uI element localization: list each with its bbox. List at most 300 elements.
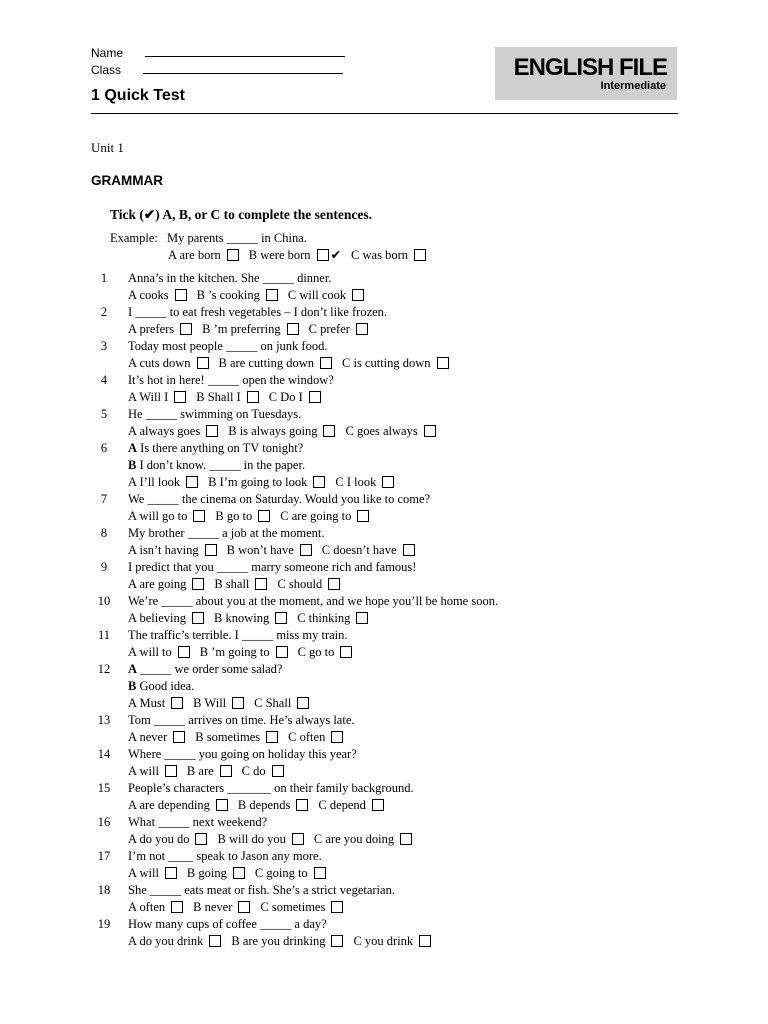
option-text: should: [288, 577, 323, 591]
question-number: 2: [100, 305, 108, 319]
option-letter: C: [280, 509, 289, 523]
option-letter: A: [128, 424, 137, 438]
question-sentence: My brother _____ a job at the moment.: [128, 526, 325, 540]
answer-option: [228, 423, 335, 440]
answer-checkbox[interactable]: [356, 323, 368, 335]
option-letter: C: [288, 730, 297, 744]
answer-checkbox[interactable]: [173, 731, 185, 743]
answer-option: [128, 321, 192, 338]
name-line[interactable]: [145, 45, 345, 57]
question-number: 15: [97, 781, 111, 795]
question-sentence: Today most people _____ on junk food.: [128, 339, 328, 353]
answer-checkbox[interactable]: [317, 249, 329, 261]
option-text: will cook: [299, 288, 347, 302]
option-letter: B: [226, 543, 235, 557]
answer-option: [342, 355, 449, 372]
answer-option: [128, 355, 209, 372]
answer-option: [197, 287, 278, 304]
answer-checkbox[interactable]: [331, 731, 343, 743]
question-sentence: The traffic’s terrible. I _____ miss my train.: [128, 628, 348, 642]
answer-checkbox[interactable]: [313, 476, 325, 488]
answer-option: [297, 610, 368, 627]
question-sentence: What _____ next weekend?: [128, 815, 268, 829]
option-letter: C: [351, 248, 360, 262]
option-letter: B: [248, 248, 258, 262]
answer-option: [277, 576, 340, 593]
answer-checkbox[interactable]: [272, 765, 284, 777]
answer-checkbox[interactable]: [400, 833, 412, 845]
option-letter: B: [231, 934, 240, 948]
option-letter: A: [128, 356, 137, 370]
logo-main-text: ENGLISH FILE: [513, 54, 667, 81]
option-letter: C: [241, 764, 250, 778]
option-text: Shall I: [207, 390, 241, 404]
options-group: [128, 474, 404, 491]
answer-checkbox[interactable]: [314, 867, 326, 879]
answer-checkbox[interactable]: [171, 697, 183, 709]
option-letter: C: [308, 322, 317, 336]
option-letter: A: [128, 288, 137, 302]
answer-option: [128, 729, 185, 746]
option-letter: B: [214, 577, 223, 591]
option-text: sometimes: [206, 730, 261, 744]
option-letter: B: [217, 832, 226, 846]
options-group: [128, 542, 425, 559]
option-letter: A: [128, 934, 137, 948]
answer-option: [322, 542, 415, 559]
answer-option: [238, 797, 308, 814]
question-sentence: People’s characters _______ on their family background.: [128, 781, 414, 795]
option-letter: C: [313, 832, 323, 846]
option-letter: C: [318, 798, 327, 812]
option-letter: B: [196, 288, 205, 302]
question-text: [128, 593, 498, 610]
answer-option: [128, 831, 207, 848]
options-group: [128, 287, 374, 304]
answer-option: [128, 474, 198, 491]
answer-option: [128, 695, 183, 712]
option-text: are cutting down: [229, 356, 314, 370]
answer-checkbox[interactable]: [180, 323, 192, 335]
answer-checkbox[interactable]: [205, 544, 217, 556]
question-text: [128, 661, 282, 678]
answer-checkbox[interactable]: [247, 391, 259, 403]
question-text: [128, 372, 334, 389]
answer-option: [128, 423, 218, 440]
question-number: 1: [100, 271, 108, 285]
answer-checkbox[interactable]: [255, 578, 267, 590]
question-text: [128, 440, 303, 457]
answer-checkbox[interactable]: [165, 765, 177, 777]
answer-option: [345, 423, 435, 440]
answer-option: [168, 247, 239, 264]
question-text: [128, 678, 194, 695]
answer-checkbox[interactable]: [266, 289, 278, 301]
answer-checkbox[interactable]: [216, 799, 228, 811]
answer-checkbox[interactable]: [195, 833, 207, 845]
option-text: are born: [179, 248, 221, 262]
answer-checkbox[interactable]: [382, 476, 394, 488]
option-letter: B: [193, 696, 202, 710]
name-field[interactable]: [91, 45, 345, 60]
answer-checkbox[interactable]: [331, 935, 343, 947]
options-group: [128, 423, 446, 440]
answer-option: [231, 933, 343, 950]
answer-checkbox[interactable]: [165, 867, 177, 879]
option-text: isn’t having: [139, 543, 199, 557]
option-letter: C: [297, 611, 306, 625]
option-text: ’m preferring: [213, 322, 281, 336]
answer-checkbox[interactable]: [192, 578, 204, 590]
option-letter: A: [128, 645, 137, 659]
logo-sub-text: Intermediate: [600, 80, 666, 92]
question-sentence: Tom _____ arrives on time. He’s always late.: [128, 713, 355, 727]
option-text: are you drinking: [242, 934, 326, 948]
question-sentence: Is there anything on TV tonight?: [140, 441, 304, 455]
option-letter: C: [321, 543, 331, 557]
answer-checkbox[interactable]: [292, 833, 304, 845]
answer-checkbox[interactable]: [320, 357, 332, 369]
question-sentence: She _____ eats meat or fish. She’s a strict vegetarian.: [128, 883, 395, 897]
options-group: [128, 576, 350, 593]
question-text: [128, 882, 395, 899]
question-text: [128, 270, 331, 287]
question-text: [128, 559, 416, 576]
option-letter: B: [193, 900, 202, 914]
answer-option: [255, 865, 326, 882]
answer-checkbox[interactable]: [424, 425, 436, 437]
option-text: shall: [225, 577, 250, 591]
answer-option: [128, 508, 205, 525]
answer-option: [128, 610, 204, 627]
answer-option: [202, 321, 298, 338]
question-sentence: I predict that you _____ marry someone rich and famous!: [128, 560, 417, 574]
option-text: ’m going to: [211, 645, 270, 659]
page-title: 1 Quick Test: [91, 87, 185, 104]
speaker-label: A: [128, 662, 138, 676]
option-letter: C: [287, 288, 297, 302]
check-mark-icon: ✔: [330, 248, 342, 262]
option-text: are going to: [291, 509, 352, 523]
answer-option: [215, 508, 270, 525]
question-number: 6: [100, 441, 108, 455]
answer-checkbox[interactable]: [403, 544, 415, 556]
option-letter: A: [128, 798, 137, 812]
option-text: I’m going to look: [219, 475, 308, 489]
answer-option: [128, 644, 190, 661]
option-text: Shall: [265, 696, 292, 710]
options-group: [128, 389, 331, 406]
option-text: Will: [204, 696, 227, 710]
option-text: will: [139, 764, 159, 778]
answer-option: [288, 287, 364, 304]
option-text: believing: [139, 611, 186, 625]
question-text: [128, 457, 305, 474]
answer-checkbox[interactable]: [414, 249, 426, 261]
question-sentence: Good idea.: [139, 679, 195, 693]
instruction-text: Tick (✔) A, B, or C to complete the sentences.: [110, 207, 373, 222]
option-text: prefer: [320, 322, 350, 336]
option-text: is always going: [239, 424, 318, 438]
option-text: sometimes: [271, 900, 326, 914]
question-number: 13: [97, 713, 111, 727]
name-label: Name: [91, 46, 124, 60]
answer-checkbox[interactable]: [206, 425, 218, 437]
option-text: are: [198, 764, 214, 778]
option-text: always goes: [139, 424, 201, 438]
answer-option: [200, 644, 288, 661]
option-text: cuts down: [139, 356, 191, 370]
answer-option: [208, 474, 325, 491]
question-text: [128, 338, 327, 355]
option-letter: A: [128, 509, 137, 523]
answer-checkbox[interactable]: [193, 510, 205, 522]
option-text: do you drink: [139, 934, 204, 948]
answer-option: [193, 899, 250, 916]
question-text: [128, 814, 267, 831]
answer-checkbox[interactable]: [419, 935, 431, 947]
option-letter: B: [195, 730, 204, 744]
answer-checkbox[interactable]: [209, 935, 221, 947]
answer-checkbox[interactable]: [352, 289, 364, 301]
question-number: 14: [97, 747, 111, 761]
option-text: are you doing: [325, 832, 395, 846]
answer-option: [128, 797, 228, 814]
class-line[interactable]: [143, 62, 343, 74]
question-number: 11: [97, 628, 111, 642]
option-letter: B: [199, 645, 209, 659]
question-number: 16: [97, 815, 111, 829]
option-letter: A: [128, 577, 137, 591]
answer-option: [242, 763, 284, 780]
option-text: Do I: [280, 390, 303, 404]
answer-checkbox[interactable]: [331, 901, 343, 913]
answer-option: [196, 389, 258, 406]
answer-option: [227, 542, 312, 559]
option-text: do: [253, 764, 266, 778]
answer-checkbox[interactable]: [297, 697, 309, 709]
option-letter: C: [260, 900, 269, 914]
answer-checkbox[interactable]: [174, 391, 186, 403]
question-text: [128, 491, 430, 508]
option-text: thinking: [308, 611, 351, 625]
option-text: goes always: [356, 424, 418, 438]
question-text: [128, 848, 322, 865]
answer-checkbox[interactable]: [171, 901, 183, 913]
answer-checkbox[interactable]: [266, 731, 278, 743]
option-text: I’ll look: [139, 475, 181, 489]
option-letter: A: [128, 543, 137, 557]
answer-option: [128, 899, 183, 916]
answer-option: [214, 576, 267, 593]
class-field[interactable]: [91, 62, 343, 77]
option-text: ’s cooking: [208, 288, 260, 302]
option-letter: B: [213, 611, 223, 625]
option-text: will do you: [228, 832, 286, 846]
question-number: 7: [100, 492, 108, 506]
answer-checkbox[interactable]: [357, 510, 369, 522]
answer-option: [249, 247, 341, 264]
unit-label: Unit 1: [91, 140, 124, 155]
answer-option: [128, 763, 177, 780]
option-letter: C: [353, 934, 362, 948]
option-letter: B: [186, 866, 196, 880]
option-text: will go to: [139, 509, 188, 523]
answer-checkbox[interactable]: [186, 476, 198, 488]
option-letter: A: [128, 832, 137, 846]
option-letter: B: [186, 764, 196, 778]
answer-option: [217, 831, 303, 848]
question-sentence: Anna’s in the kitchen. She _____ dinner.: [128, 271, 332, 285]
option-letter: A: [168, 248, 177, 262]
answer-option: [288, 729, 343, 746]
option-letter: A: [128, 866, 137, 880]
answer-checkbox[interactable]: [258, 510, 270, 522]
question-number: 4: [100, 373, 108, 387]
question-sentence: I don’t know. _____ in the paper.: [139, 458, 306, 472]
answer-checkbox[interactable]: [220, 765, 232, 777]
question-sentence: I’m not ____ speak to Jason any more.: [128, 849, 322, 863]
answer-checkbox[interactable]: [197, 357, 209, 369]
question-sentence: Where _____ you going on holiday this year?: [128, 747, 357, 761]
option-text: going: [198, 866, 227, 880]
answer-checkbox[interactable]: [300, 544, 312, 556]
question-text: [128, 780, 414, 797]
question-number: 12: [97, 662, 111, 676]
option-text: Will I: [139, 390, 169, 404]
option-letter: C: [268, 390, 278, 404]
option-letter: B: [196, 390, 205, 404]
answer-checkbox[interactable]: [340, 646, 352, 658]
options-group: [128, 610, 378, 627]
answer-option: [187, 763, 232, 780]
option-text: you drink: [364, 934, 414, 948]
answer-checkbox[interactable]: [356, 612, 368, 624]
header-divider: [91, 113, 678, 114]
answer-checkbox[interactable]: [323, 425, 335, 437]
option-text: often: [299, 730, 326, 744]
options-group: [128, 797, 394, 814]
option-letter: A: [128, 611, 137, 625]
answer-checkbox[interactable]: [233, 867, 245, 879]
section-heading: GRAMMAR: [91, 173, 163, 188]
option-text: are going: [139, 577, 187, 591]
answer-option: [309, 321, 368, 338]
option-text: are depending: [139, 798, 210, 812]
answer-checkbox[interactable]: [328, 578, 340, 590]
option-letter: A: [128, 322, 137, 336]
answer-option: [280, 508, 369, 525]
options-group: [128, 355, 459, 372]
question-text: [128, 304, 387, 321]
question-number: 19: [97, 917, 111, 931]
answer-option: [269, 389, 321, 406]
answer-option: [128, 542, 217, 559]
option-text: I look: [346, 475, 377, 489]
answer-option: [214, 610, 287, 627]
answer-checkbox[interactable]: [238, 901, 250, 913]
answer-checkbox[interactable]: [227, 249, 239, 261]
answer-checkbox[interactable]: [372, 799, 384, 811]
option-letter: A: [128, 764, 137, 778]
options-group: [128, 644, 362, 661]
answer-checkbox[interactable]: [192, 612, 204, 624]
question-number: 5: [100, 407, 108, 421]
speaker-label: B: [128, 458, 137, 472]
option-letter: B: [237, 798, 247, 812]
options-group: [128, 933, 441, 950]
answer-option: [314, 831, 412, 848]
option-letter: A: [128, 730, 137, 744]
option-text: depends: [249, 798, 291, 812]
option-letter: C: [297, 645, 306, 659]
example-label: Example:: [110, 231, 158, 245]
answer-checkbox[interactable]: [178, 646, 190, 658]
question-text: [128, 916, 327, 933]
option-letter: A: [128, 475, 137, 489]
option-text: depend: [329, 798, 366, 812]
answer-checkbox[interactable]: [232, 697, 244, 709]
options-group: [128, 831, 422, 848]
question-text: [128, 406, 301, 423]
question-text: [128, 746, 357, 763]
english-file-logo: [495, 47, 677, 100]
option-text: going to: [266, 866, 308, 880]
options-group: [128, 763, 294, 780]
option-text: never: [204, 900, 233, 914]
option-letter: B: [215, 509, 224, 523]
answer-checkbox[interactable]: [296, 799, 308, 811]
options-group: [128, 321, 378, 338]
answer-option: [318, 797, 384, 814]
answer-checkbox[interactable]: [309, 391, 321, 403]
question-number: 17: [97, 849, 111, 863]
answer-option: [187, 865, 245, 882]
question-text: [128, 525, 325, 542]
answer-option: [128, 287, 187, 304]
option-text: is cutting down: [353, 356, 431, 370]
options-group: [128, 508, 379, 525]
answer-checkbox[interactable]: [276, 646, 288, 658]
option-text: do you do: [139, 832, 190, 846]
answer-option: [193, 695, 244, 712]
question-sentence: We’re _____ about you at the moment, and we hope you’ll be home soon.: [128, 594, 499, 608]
option-text: was born: [362, 248, 408, 262]
question-text: [128, 712, 355, 729]
options-group: [128, 899, 353, 916]
option-text: will: [139, 866, 159, 880]
answer-checkbox[interactable]: [437, 357, 449, 369]
answer-option: [195, 729, 278, 746]
option-letter: C: [345, 424, 354, 438]
answer-option: [128, 576, 204, 593]
question-number: 3: [100, 339, 108, 353]
option-text: go to: [309, 645, 335, 659]
option-letter: C: [342, 356, 351, 370]
question-sentence: It’s hot in here! _____ open the window?: [128, 373, 334, 387]
example-text: My parents _____ in China.: [167, 231, 307, 245]
question-sentence: I _____ to eat fresh vegetables – I don’t like frozen.: [128, 305, 388, 319]
option-letter: B: [228, 424, 237, 438]
option-text: doesn’t have: [333, 543, 397, 557]
option-letter: B: [202, 322, 211, 336]
answer-checkbox[interactable]: [287, 323, 299, 335]
question-sentence: How many cups of coffee _____ a day?: [128, 917, 327, 931]
answer-checkbox[interactable]: [175, 289, 187, 301]
option-letter: A: [128, 900, 137, 914]
option-text: Must: [139, 696, 166, 710]
answer-checkbox[interactable]: [275, 612, 287, 624]
